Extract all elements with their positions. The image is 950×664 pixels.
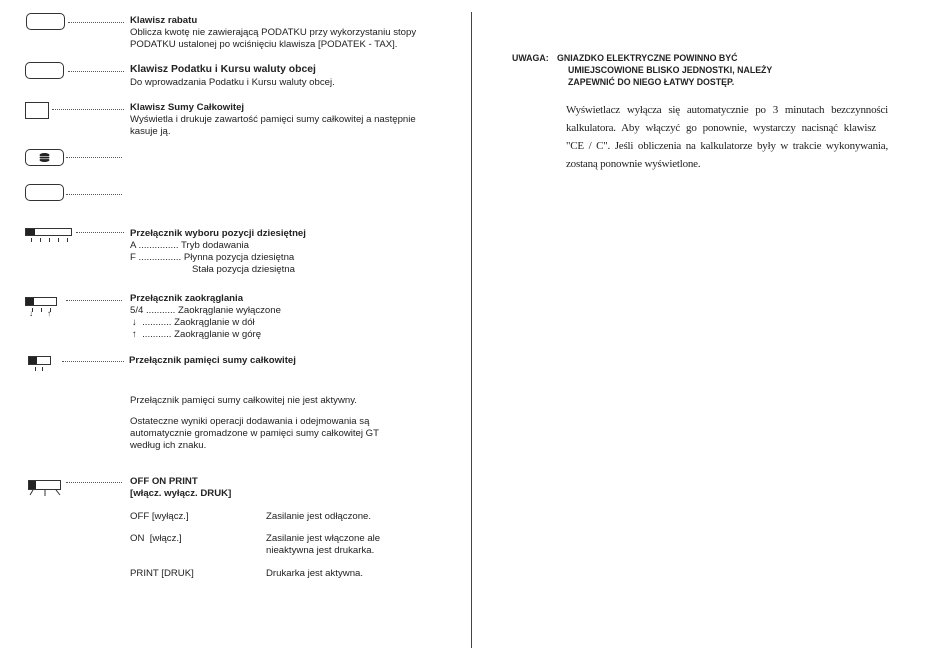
rounding-option: ↑ ........... Zaokrąglanie w górę <box>132 329 262 340</box>
warning-label: UWAGA: <box>512 53 549 63</box>
power-mode: ON [włącz.] <box>130 533 182 544</box>
tax-key-title: Klawisz Podatku i Kursu waluty obcej <box>130 64 316 75</box>
rounding-switch-icon: ↓ ↑ <box>25 297 57 306</box>
paragraph-line: "CE / C". Jeśli obliczenia na kalkulatorze były w trakcie wykonywania, <box>566 140 888 152</box>
leader-dots <box>52 109 124 110</box>
grand-total-key-title: Klawisz Sumy Całkowitej <box>130 102 245 113</box>
leader-dots <box>68 22 124 23</box>
leader-dots <box>66 300 122 301</box>
rounding-option: 5/4 ........... Zaokrąglanie wyłączone <box>130 305 281 316</box>
decimal-option: A ............... Tryb dodawania <box>130 240 249 251</box>
decimal-switch-title: Przełącznik wyboru pozycji dziesiętnej <box>130 228 306 239</box>
decimal-option: F ................ Płynna pozycja dziesiętna <box>130 252 295 263</box>
discount-key-title: Klawisz rabatu <box>130 15 198 26</box>
power-switch-title: OFF ON PRINT <box>130 476 198 487</box>
leader-dots <box>66 157 122 158</box>
gt-switch-title: Przełącznik pamięci sumy całkowitej <box>129 355 296 366</box>
warning-text: ZAPEWNIĆ DO NIEGO ŁATWY DOSTĘP. <box>568 77 735 87</box>
grand-total-key-desc: kasuje ją. <box>130 126 171 137</box>
paragraph-line: zostaną ponownie wyświetlone. <box>566 158 701 170</box>
power-mode-desc: Zasilanie jest włączone ale <box>266 533 381 544</box>
discount-key-desc: PODATKU ustalonej po wciśnięciu klawisza [PODATEK - TAX]. <box>130 39 398 50</box>
grand-total-key-desc: Wyświetla i drukuje zawartość pamięci sumy całkowitej a następnie <box>130 114 416 125</box>
paragraph-line: kalkulatora. Aby włączyć go ponownie, wystarczy nacisnąć klawisz <box>566 122 876 134</box>
leader-dots <box>62 361 124 362</box>
decimal-option-extra: Stała pozycja dziesiętna <box>192 264 295 275</box>
power-mode-desc: Zasilanie jest odłączone. <box>266 511 372 522</box>
decimal-switch-icon <box>25 228 72 236</box>
gt-switch-note: Przełącznik pamięci sumy całkowitej nie jest aktywny. <box>130 395 357 406</box>
discount-key-icon <box>26 13 65 30</box>
power-mode-desc: Drukarka jest aktywna. <box>266 568 364 579</box>
power-mode: OFF [wyłącz.] <box>130 511 189 522</box>
leader-dots <box>76 232 124 233</box>
power-mode: PRINT [DRUK] <box>130 568 194 579</box>
leader-dots <box>66 194 122 195</box>
rounding-option: ↓ ........... Zaokrąglanie w dół <box>132 317 255 328</box>
tax-key-desc: Do wprowadzania Podatku i Kursu waluty obcej. <box>130 77 335 88</box>
column-divider <box>471 12 472 648</box>
grand-total-key-icon <box>25 102 49 119</box>
warning-text: UMIEJSCOWIONE BLISKO JEDNOSTKI, NALEŻY <box>568 65 773 75</box>
warning-text: GNIAZDKO ELEKTRYCZNE POWINNO BYĆ <box>557 53 738 63</box>
paragraph-line: Wyświetlacz wyłącza się automatycznie po 3 minutach bezczynności <box>566 104 888 116</box>
gt-switch-note: Ostateczne wyniki operacji dodawania i odejmowania są <box>130 416 370 427</box>
auto-off-paragraph <box>566 101 888 173</box>
leader-dots <box>68 71 124 72</box>
tax-key-icon <box>25 62 64 79</box>
gt-switch-note: według ich znaku. <box>130 440 207 451</box>
power-switch-subtitle: [włącz. wyłącz. DRUK] <box>130 488 232 499</box>
leader-dots <box>66 482 122 483</box>
rounding-switch-title: Przełącznik zaokrąglania <box>130 293 244 304</box>
discount-key-desc: Oblicza kwotę nie zawierającą PODATKU przy wykorzystaniu stopy <box>130 27 417 38</box>
power-mode-desc: nieaktywna jest drukarka. <box>266 545 375 556</box>
power-switch-icon <box>28 480 61 490</box>
gt-switch-icon <box>28 356 51 365</box>
blank-key-icon <box>25 184 64 201</box>
gt-switch-note: automatycznie gromadzone w pamięci sumy całkowitej GT <box>130 428 380 439</box>
memory-key-icon <box>25 149 64 166</box>
